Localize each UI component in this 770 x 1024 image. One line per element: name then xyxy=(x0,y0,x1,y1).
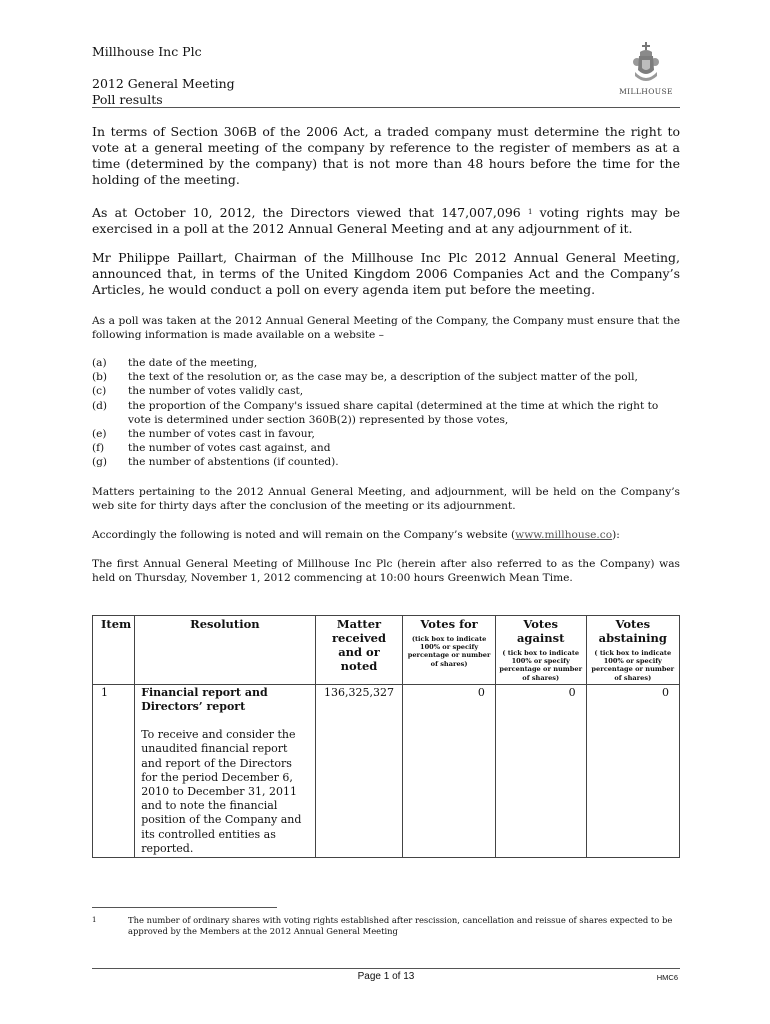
poll-results-table xyxy=(92,615,680,858)
list-item xyxy=(92,356,680,370)
header-divider xyxy=(92,107,680,108)
row-votes-abstaining[interactable]: 0 xyxy=(586,684,679,857)
table-header-row xyxy=(93,616,680,685)
list-item xyxy=(92,427,680,441)
list-item-text: the date of the meeting, xyxy=(128,357,258,369)
document-code: HMC6 xyxy=(656,973,678,982)
footnote-divider xyxy=(92,907,277,908)
millhouse-logo xyxy=(616,42,676,96)
list-item-label: (f) xyxy=(92,442,105,455)
row-matter-received: 136,325,327 xyxy=(315,684,403,857)
list-item xyxy=(92,441,680,455)
col-votes-abstaining: Votes abstaining ( tick box to indicate 100% or specify percentage or number of shares) xyxy=(586,616,679,685)
footnote xyxy=(92,915,680,937)
list-item-label: (g) xyxy=(92,456,108,469)
row-votes-for[interactable]: 0 xyxy=(403,684,495,857)
col-resolution: Resolution xyxy=(135,616,315,685)
crest-icon xyxy=(631,42,661,86)
col-votes-for: Votes for (tick box to indicate 100% or specify percentage or number of shares) xyxy=(403,616,495,685)
list-item-text: the number of votes cast in favour, xyxy=(128,428,315,441)
intro-paragraph-1: In terms of Section 306B of the 2006 Act, a traded company must determine the right to vote at a general meeting of the company by reference to the register of members as at a time (determined by the company) that is not more than 48 hours before the time for the holding of the meeting. xyxy=(92,124,680,187)
list-item-text: the number of votes cast against, and xyxy=(128,442,331,455)
col-matter: Matter received and or noted xyxy=(315,616,403,685)
col-item: Item xyxy=(93,616,135,685)
list-item-text: the number of votes validly cast, xyxy=(128,385,304,398)
list-item-label: (a) xyxy=(92,357,107,369)
meeting-title: 2012 General Meeting xyxy=(92,76,235,91)
required-info-list xyxy=(92,356,680,470)
list-item-text: the proportion of the Company's issued share capital (determined at the time at which the right to vote is determined under section 360B(2)) represented by those votes, xyxy=(128,399,659,426)
table-row xyxy=(93,684,680,857)
list-item-label: (c) xyxy=(92,385,107,398)
list-item-label: (e) xyxy=(92,428,107,441)
footnote-ref[interactable]: 1 xyxy=(527,208,533,216)
intro-paragraph-2: As at October 10, 2012, the Directors viewed that 147,007,096 $^1$ voting rights may be exercised in a poll at the 2012 Annual General Meeting and at any adjournment of it. xyxy=(92,205,680,236)
list-item-label: (b) xyxy=(92,371,108,384)
resolution-description: To receive and consider the unaudited financial report and report of the Directors for the period December 6, 2010 to December 31, 2011 and to note the financial position of the Company and its controlled entities as reported. xyxy=(141,728,302,855)
page-number: Page 1 of 13 xyxy=(357,971,415,982)
row-resolution xyxy=(135,684,315,857)
col-votes-against: Votes against ( tick box to indicate 100% or specify percentage or number of shares) xyxy=(495,616,586,685)
poll-info-paragraph: As a poll was taken at the 2012 Annual General Meeting of the Company, the Company must ensure that the following information is made available on a website – xyxy=(92,315,680,342)
list-item xyxy=(92,399,680,427)
logo-wordmark: MILLHOUSE xyxy=(619,87,673,96)
footer-divider xyxy=(92,968,680,969)
list-item-label: (d) xyxy=(92,399,108,412)
website-paragraph: Accordingly the following is noted and will remain on the Company’s website (www.millhouse.co): xyxy=(92,529,620,541)
intro-paragraph-3: Mr Philippe Paillart, Chairman of the Millhouse Inc Plc 2012 Annual General Meeting, announced that, in terms of the United Kingdom 2006 Companies Act and the Company’s Articles, he would conduct a poll on every agenda item put before the meeting. xyxy=(92,250,680,297)
document-page xyxy=(92,0,680,1024)
company-name: Millhouse Inc Plc xyxy=(92,44,202,59)
website-link[interactable]: www.millhouse.co xyxy=(515,529,613,541)
list-item xyxy=(92,370,680,384)
page-subtitle: Poll results xyxy=(92,92,163,107)
footnote-number: 1 xyxy=(92,916,97,924)
list-item xyxy=(92,455,680,469)
resolution-title: Financial report and Directors’ report xyxy=(141,685,268,714)
footnote-text: The number of ordinary shares with voting rights established after rescission, cancellation and reissue of shares expected to be approved by the Members at the 2012 Annual General Meeting xyxy=(128,915,673,936)
meeting-date-paragraph: The first Annual General Meeting of Millhouse Inc Plc (herein after also referred to as the Company) was held on Thursday, November 1, 2012 commencing at 10:00 hours Greenwich Mean Time. xyxy=(92,558,680,585)
list-item-text: the text of the resolution or, as the case may be, a description of the subject matter of the poll, xyxy=(128,371,638,384)
matters-paragraph: Matters pertaining to the 2012 Annual General Meeting, and adjournment, will be held on the Company’s web site for thirty days after the conclusion of the meeting or its adjournment. xyxy=(92,486,680,513)
list-item xyxy=(92,384,680,398)
row-item-number: 1 xyxy=(93,684,135,857)
row-votes-against[interactable]: 0 xyxy=(495,684,586,857)
list-item-text: the number of abstentions (if counted). xyxy=(128,456,339,469)
